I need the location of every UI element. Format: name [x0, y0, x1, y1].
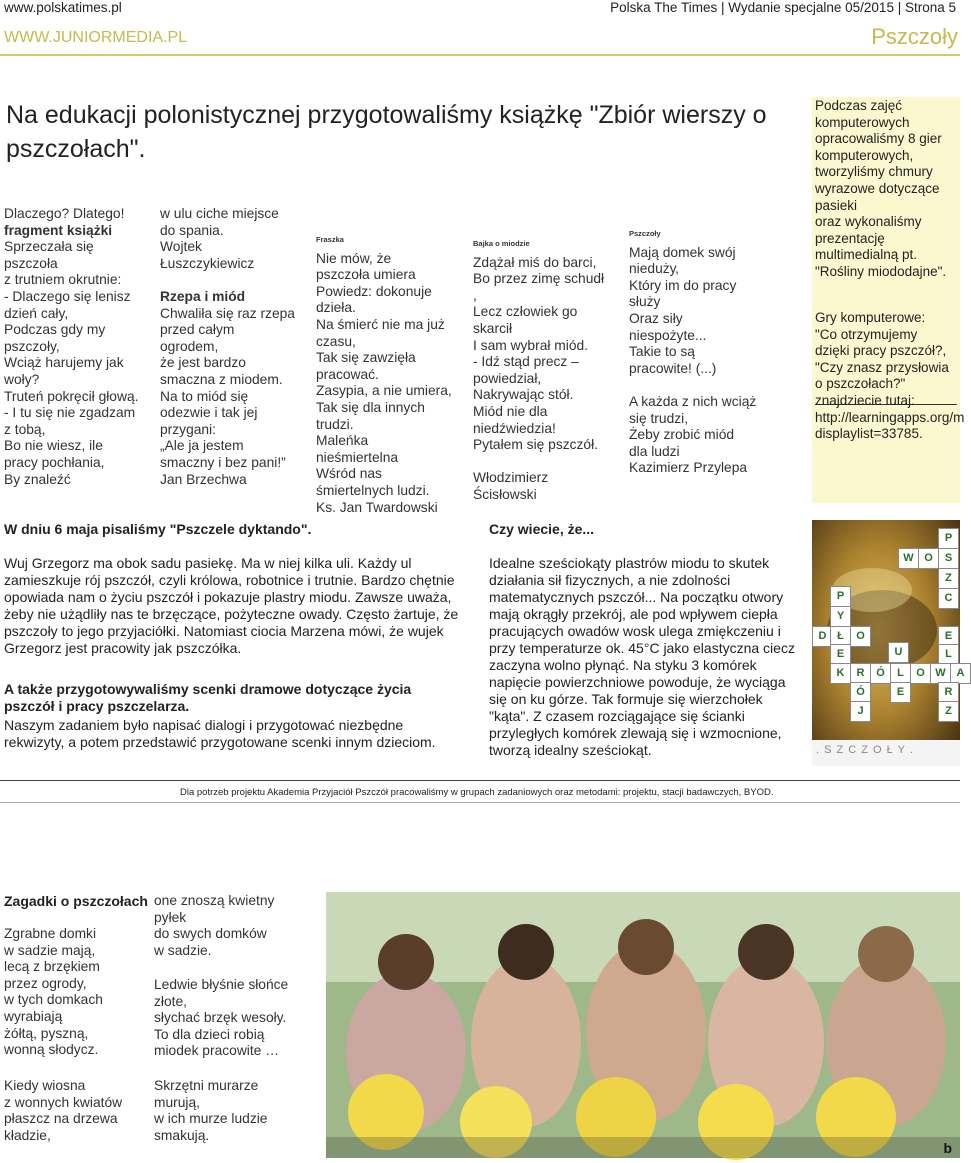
crossword-image	[812, 520, 965, 766]
did-you-know-title: Czy wiecie, że...	[489, 521, 595, 537]
crossword-cell: Z	[938, 701, 959, 722]
crossword-cell: O	[918, 548, 939, 569]
riddles-title: Zagadki o pszczołach	[4, 893, 148, 909]
children-photo-illustration	[326, 892, 960, 1158]
edition-info: Polska The Times | Wydanie specjalne 05/2015 | Strona 5	[610, 0, 956, 15]
riddle-text: Skrzętni murarze murują, w ich murze ludzie smakują.	[154, 1078, 268, 1143]
poem-text: Sprzeczała się pszczoła z trutniem okrutnie: - Dlaczego się lenisz dzień cały, Podczas gdy my pszczoły, Wciąż harujemy jak woły? Truteń pokręcił głową. - I tu się nie zgadzam z tobą, Bo nie wiesz, ile pracy pochłania, By znaleźć	[4, 239, 139, 487]
poem-column-3	[316, 232, 468, 515]
crossword-cell: O	[910, 663, 931, 684]
crossword-cell: E	[830, 644, 851, 665]
crossword-strip: . S Z C Z O Ł Y .	[816, 744, 914, 756]
brand-bar	[0, 24, 960, 56]
poem-column-2	[160, 206, 310, 488]
crossword-cell: E	[890, 682, 911, 703]
poem-lead: Dlaczego? Dlatego!	[4, 206, 125, 221]
poem-tag: Pszczoły	[629, 229, 661, 238]
crossword-cell: Ł	[830, 626, 851, 647]
crossword-cell: Ó	[870, 663, 891, 684]
poem-tag: Bajka o miodzie	[473, 239, 530, 248]
poem-text: Mają domek swój niedużу, Który im do pracy służy Oraz siły niespożyte... Takie to są pracowite! (...) A każda z nich wciąż się trudzi, Żeby zrobić miód dla ludzi Kazimierz Przylepa	[629, 244, 757, 476]
photo-caption: b	[943, 1140, 952, 1156]
poem-column-5	[629, 226, 789, 477]
poem-tag: Fraszka	[316, 235, 344, 244]
section-divider	[0, 802, 960, 803]
page-headline: Na edukacji polonistycznej przygotowaliśmy książkę "Zbiór wierszy o pszczołach".	[6, 101, 767, 163]
crossword-cell: P	[938, 528, 959, 549]
computer-games-aside	[812, 97, 965, 503]
dictation-text: Wuj Grzegorz ma obok sadu pasiekę. Ma w niej kilka uli. Każdy ul zamieszkuje rój pszczół, czyli królowa, robotnice i trutnie. Bardzo chętnie opowiada nam o życiu pszczół i pokazuje plastry miodu. Zawsze uważa, żeby nie użądliły nas te brzęczące, pożyteczne owady. Często żartuje, że pszczoły to jego przyjaciółki. Natomiast ciocia Marzena mówi, że wujek Grzegorz jest pracowity jak pszczółka.	[4, 555, 459, 656]
crossword-cell: K	[830, 663, 851, 684]
scenes-title: A także przygotowywaliśmy scenki dramowe dotyczące życia pszczół i pracy pszczelarza.	[4, 681, 412, 714]
section-divider	[0, 780, 960, 781]
aside-text: Podczas zajęć komputerowych opracowaliśmy 8 gier komputerowych, tworzyliśmy chmury wyrazowe dotyczące pasieki oraz wykonaliśmy prezentację multimedialną pt. "Rośliny miododajne".	[815, 98, 947, 279]
crossword-cell: P	[830, 586, 851, 607]
scenes-text: Naszym zadaniem było napisać dialogi i przygotować niezbędne rekwizyty, a potem przedstawić przygotowane scenki innym dzieciom.	[4, 717, 436, 750]
brand-link[interactable]: WWW.JUNIORMEDIA.PL	[4, 29, 188, 46]
crossword-cell: S	[938, 548, 959, 569]
poem-text: Chwaliła się raz rzepa przed całym ogrodem, że jest bardzo smaczna z miodem. Na to miód się odezwie i tak jej przygani: „Ale ja jestem smaczny i bez pani!” Jan Brzechwa	[160, 305, 295, 487]
crossword-cell: E	[938, 626, 959, 647]
poem-title: fragment książki	[4, 222, 113, 238]
children-photo	[326, 892, 960, 1158]
crossword-cell: L	[890, 663, 911, 684]
aside-games-text[interactable]: Gry komputerowe: "Co otrzymujemy dzięki pracy pszczół?, "Czy znasz przysłowia o pszczołach?" znajdziecie tutaj: http://learningapps.org/m displaylist=33785.	[815, 310, 965, 442]
top-bar	[0, 0, 960, 22]
project-footnote: Dla potrzeb projektu Akademia Przyjaciół Pszczół pracowaliśmy w grupach zadaniowych oraz metodami: projektu, stacji badawczych, BYOD.	[180, 787, 774, 798]
crossword-cell: R	[938, 682, 959, 703]
crossword-cell: A	[950, 663, 971, 684]
crossword-cell: C	[938, 588, 959, 609]
section-title: Pszczoły	[871, 24, 958, 49]
crossword-cell: W	[898, 548, 919, 569]
poem-title: Rzepa i miód	[160, 288, 246, 304]
site-url[interactable]: www.polskatimes.pl	[4, 0, 122, 15]
crossword-cell: W	[930, 663, 951, 684]
dictation-title: W dniu 6 maja pisaliśmy "Pszczele dyktando".	[4, 521, 312, 537]
riddle-text: Kiedy wiosna z wonnych kwiatów płaszcz na drzewa kładzie,	[4, 1078, 123, 1143]
crossword-cell: U	[888, 642, 909, 663]
poem-text: Zdążał miś do barci, Bo przez zimę schudł , Lecz człowiek go skarcił I sam wybrał miód. - Idź stąd precz – powiedział, Nakrywając stół. Miód nie dla niedźwiedzia! Pytałem się pszczół. Włodzimierz Ścisłowski	[473, 254, 605, 502]
poem-text: w ulu ciche miejsce do spania. Wojtek Łuszczykiewicz	[160, 206, 279, 271]
riddle-text: one znoszą kwietny pyłek do swych domków w sadzie.	[154, 893, 275, 958]
crossword-cell: L	[938, 644, 959, 665]
crossword-cell: J	[850, 701, 871, 722]
poem-text: Nie mów, że pszczoła umiera Powiedz: dokonuje dzieła. Na śmierć nie ma już czasu, Tak się zawzięła pracować. Zasypia, a nie umiera, Tak się dla innych trudzi. Maleńka nieśmiertelna Wśród nas śmiertelnych ludzi. Ks. Jan Twardowski	[316, 250, 452, 515]
crossword-cell: O	[850, 626, 871, 647]
poem-column-4	[473, 236, 625, 504]
riddle-text: Ledwie błyśnie słońce złote, słychać brzęk wesoły. To dla dzieci robią miodek pracowite …	[154, 977, 289, 1059]
poem-column-1	[4, 206, 152, 488]
crossword-cell: D	[812, 626, 833, 647]
riddle-text: Zgrabne domki w sadzie mają, lecą z brzękiem przez ogrody, w tych domkach wyrabiają żółtą, pyszną, wonną słodycz.	[4, 926, 103, 1058]
crossword-cell: R	[850, 663, 871, 684]
crossword-cell: Ó	[850, 682, 871, 703]
crossword-cell: Y	[830, 606, 851, 627]
crossword-cell: Z	[938, 568, 959, 589]
did-you-know-text: Idealne sześciokąty plastrów miodu to skutek działania sił fizycznych, a nie zdolności matematycznych pszczół... Na początku otwory mają okrągły przekrój, ale pod wpływem ciepła pracujących owadów wosk ulega zmiękczeniu i przy temperaturze ok. 45°C jako elastyczna ciecz zaczyna wolno płynąć. Na styku 3 komórek napięcie powierzchniowe powoduje, że wyciąga się on ku górze. Tak formuje się wierzchołek "kąta". Z czasem rozciągające się ścianki przyległych komórek zlewają się i wzmocnione, tworzą idealny sześciokąt.	[489, 555, 795, 758]
